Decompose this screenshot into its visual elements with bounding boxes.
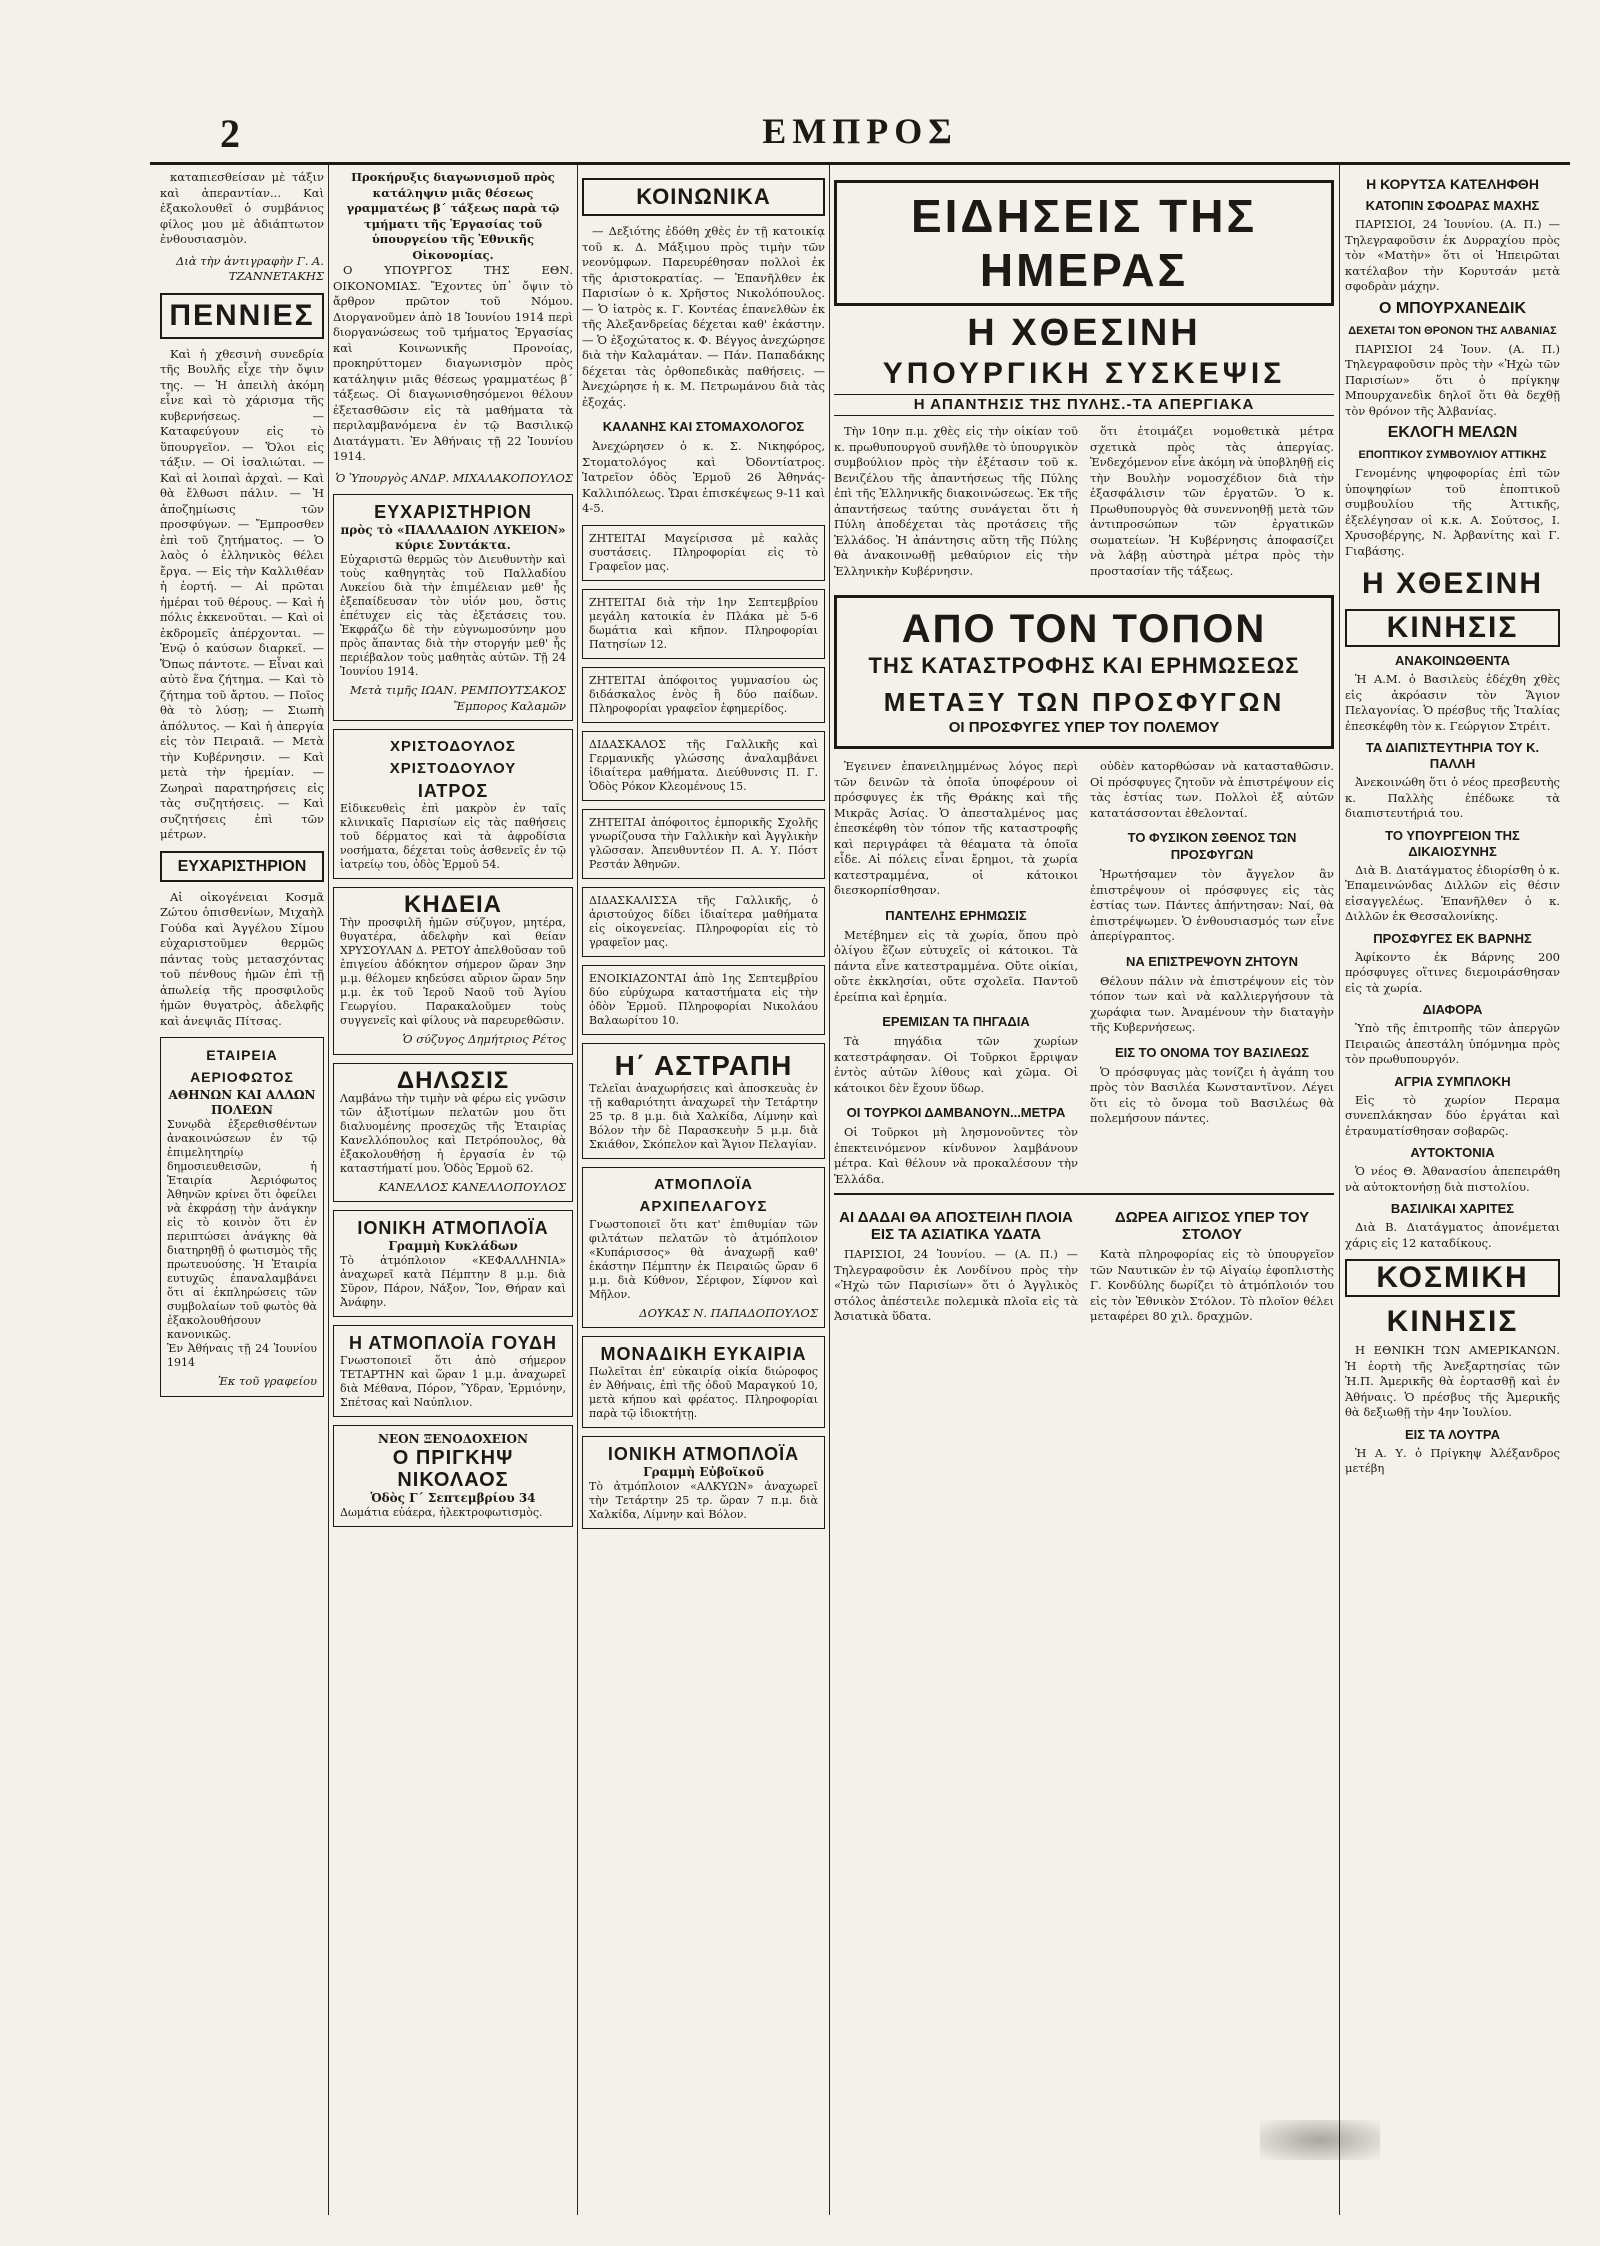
contest-text: Ο ΥΠΟΥΡΓΟΣ ΤΗΣ ΕΘΝ. ΟΙΚΟΝΟΜΙΑΣ. Ἔχοντες ὑπ᾽ ὄψιν τὸ ἄρθρον πρῶτον τοῦ Νόμου. Διοργανοῦμεν ἀπὸ 18 Ἰουνίου 1914 περὶ διοργανώσεως τοῦ τμήματος Ἐργασίας καὶ Κοινωνικῆς Προνοίας, προκηρύττομεν διαγωνισμὸν πρὸς κατάληψιν μιᾶς θέσεως γραμματέως β΄ τάξεως. Οἱ διαγωνισθησόμενοι θέλουν ἐξετασθῶσιν εἰς τὰ μαθήματα τὰ περιλαμβανόμενα ἐν τῷ Βασιλικῷ Διατάγματι. Ἐν Ἀθήναις τῇ 22 Ἰουνίου 1914.	[333, 263, 573, 463]
ionian-head: ΙΟΝΙΚΗ ΑΤΜΟΠΛΟΪΑ	[607, 1444, 800, 1464]
pennies-text: Καὶ ἡ χθεσινὴ συνεδρία τῆς Βουλῆς εἶχε τὴν ὄψιν της. — Ἡ ἀπειλὴ ἀκόμη εἶνε καὶ τὸ χάρισμα τῆς κυβερνήσεως. — Καταφεύγουν εἰς τὸ ὕπουργεῖον. — Ὅλοι εἰς τάξιν. — Οἱ ἰσαλιώται. — Καὶ αἱ λοιπαὶ ἀρχαὶ. — Καὶ θὰ ἔλθωσι πάλιν. — Ἡ ἀποζημίωσις τῶν προσφύγων. — Ἔμπροσθεν ἐπὶ τοῦ ζητήματος. — Ὁ λαὸς ὁ ἐλληνικὸς θέλει ἔργα. — Εἰς τὴν Καλλιθέαν ἡ ἑορτή. — Αἱ πρῶται ἡμέραι τοῦ θέρους. — Καὶ ἡ πόλις ἐκκενοῦται. — Καὶ οἱ ἐκδρομεῖς ἀπέρχονται. — Ἐνῷ ὁ καύσων διαρκεῖ. — Ὅπως πάντοτε. — Εἶναι καὶ αὐτὸ ἕνα ζήτημα. — Καὶ τὸ ζήτημα τοῦ ἄρτου. — Ποῖος θὰ τὸ λύσῃ; — Σιωπὴ ἀπόλυτος. — Καὶ ἡ ἀπεργία εἰς τὸν Πειραιᾶ. — Μετὰ τὴν Κυβέρνησιν. — Καὶ μετὰ τὴν ἡρεμίαν. — Ζωηραὶ παρατηρήσεις εἰς τὰς συζητήσεις. — Καὶ συζητήσεις ἐπὶ τῶν μέτρων.	[160, 346, 324, 841]
astrapi-text: Τελεῖαι ἀναχωρήσεις καὶ ἀποσκευὰς ἐν τῇ καθαριότητι ἀναχωρεῖ τὴν Τετάρτην 25 τρ. 8 μ.μ. διὰ Χαλκίδα, Λίμνην καὶ Βόλον τὴν δὲ Παρασκευὴν 5 μ.μ. διὰ Σκιάθον, Σκόπελον καὶ Ἅγιον Πελαγίαν.	[589, 1081, 818, 1151]
wanted-text-3: ΖΗΤΕΙΤΑΙ ἀπόφοιτος γυμνασίου ὡς διδάσκαλος ἑνὸς ἢ δύο παίδων. Πληροφορίαι γραφεῖον ἐφημερίδος.	[589, 673, 818, 715]
teacher-text-2: ΔΙΔΑΣΚΑΛΙΣΣΑ τῆς Γαλλικῆς, ὁ ἀριστούχος δίδει ἰδιαίτερα μαθήματα εἰς οἰκογενείας. Πληροφορίαι εἰς τὸ γραφεῖον μας.	[589, 893, 818, 949]
column-rule	[328, 165, 329, 2215]
thanks-ad	[333, 494, 573, 721]
notice-text: Λαμβάνω τὴν τιμὴν νὰ φέρω εἰς γνῶσιν τῶν ἀξιοτίμων πελατῶν μου ὅτι διαλυομένης προσεχῶς τῆς Ἑταιρίας Κανελλόπουλος καὶ Πετρόπουλος, θὰ ἐξακολουθήσῃ ἡ ἐργασία ἐν τῷ καταστήματί μου. Ὁδὸς Ἑρμοῦ 62.	[340, 1091, 566, 1175]
royal-sub: ΒΑΣΙΛΙΚΑΙ ΧΑΡΙΤΕΣ	[1390, 1201, 1515, 1216]
ionian-text: Τὸ ἀτμόπλοιον «ΑΛΚΥΩΝ» ἀναχωρεῖ τὴν Τετάρτην 25 τρ. ὥραν 7 π.μ. διὰ Χαλκίδα, Λίμνην καὶ Βόλον.	[589, 1480, 818, 1521]
feature-title-1: ΑΠΟ ΤΟΝ ΤΟΠΟΝ	[901, 607, 1267, 651]
hotel-sub: Ὁδὸς Γ΄ Σεπτεμβρίου 34	[370, 1491, 536, 1505]
feature-title-3: ΜΕΤΑΞΥ ΤΩΝ ΠΡΟΣΦΥΓΩΝ	[883, 687, 1285, 717]
refugee-feature-head	[834, 595, 1334, 749]
thanks-ad-head: ΕΥΧΑΡΙΣΤΗΡΙΟΝ	[374, 502, 532, 522]
gas-company-text: Συνῳδὰ ἐξερεθισθέντων ἀνακοινώσεων ἐν τῷ ἐπιμελητηρίῳ δημοσιευθεισῶν, ἡ Ἑταιρία Ἀεριόφωτος Ἀθηνῶν κρίνει ὅτι ὁφείλει νὰ ἐκφράσῃ τὴν ἀνάγκην εἰς τὸ κοινὸν ὅτι ἐν περιπτώσει ἀνάγκης θὰ διατηρηθῇ ὁ φωτισμὸς τῆς πρωτευούσης. Ἡ Ἑταιρία ευτυχῶς ἐπαναλαμβάνει ὅτι αἱ ἐκπληρώσεις τῶν συμβολαίων τοῦ φωτὸς θὰ ἐξακολουθήσουν κανονικῶς.	[167, 1118, 317, 1341]
thanks-ad-sub: πρὸς τὸ «ΠΑΛΛΑΔΙΟΝ ΛΥΚΕΙΟΝ» κύριε Συντάκτα.	[340, 523, 566, 552]
election-sub: ΕΠΟΠΤΙΚΟΥ ΣΥΜΒΟΥΛΙΟΥ ΑΤΤΙΚΗΣ	[1358, 449, 1547, 461]
ink-smudge	[1260, 2120, 1380, 2160]
bottom-right-head: ΔΩΡΕΑ ΑΙΓΙΣΟΣ ΥΠΕΡ ΤΟΥ ΣΤΟΛΟΥ	[1114, 1209, 1310, 1243]
thanks-ad-text: Εὐχαριστῶ θερμῶς τὸν Διευθυντὴν καὶ τοὺς καθηγητὰς τοῦ Παλλαδίου Λυκείου διὰ τὴν ἐπιμέλειαν μεθ' ἧς ἐξεπαίδευσαν τὸν υἱόν μου, ὅστις ἐπέτυχεν εἰς τὰς ἐξετάσεις του. Ἐκφράζω δὲ τὴν εὐγνωμοσύνην μου πρὸς ἅπαντας διὰ τὴν στοργήν μεθ' ἧς περιέβαλον τοὺς μαθητὰς αὐτῶν. Τῇ 24 Ἰουνίου 1914.	[340, 553, 566, 678]
column-rule	[1339, 165, 1340, 2215]
gas-company-date: Ἐν Ἀθήναις τῇ 24 Ἰουνίου 1914	[167, 1342, 317, 1369]
hotel-text: Δωμάτια εὐάερα, ἠλεκτροφωτισμὸς.	[340, 1506, 543, 1519]
justice-sub: ΤΟ ΥΠΟΥΡΓΕΙΟΝ ΤΗΣ ΔΙΚΑΙΟΣΥΝΗΣ	[1385, 827, 1520, 859]
masthead	[150, 110, 1570, 165]
society-head: ΚΟΣΜΙΚΗ	[1345, 1259, 1560, 1297]
subhead-6: ΟΙ ΤΟΥΡΚΟΙ ΔΑΜΒΑΝΟΥΝ...ΜΕΤΡΑ	[846, 1105, 1066, 1120]
column-rule	[829, 165, 830, 2215]
bottom-news	[834, 1193, 1334, 1331]
suicide-text: Ὁ νέος Θ. Ἀθανασίου ἀπεπειράθη νὰ αὐτοκτονήσῃ διὰ πιστολίου.	[1345, 1164, 1560, 1194]
hotel-head: Ο ΠΡΙΓΚΗΨ ΝΙΚΟΛΑΟΣ	[392, 1447, 514, 1491]
column-5	[1345, 170, 1560, 2210]
movements-head: ΚΙΝΗΣΙΣ	[1345, 609, 1560, 647]
fight-text: Εἰς τὸ χωρίον Περαμα συνεπλάκησαν δύο ἐργάται καὶ ἐτραυματίσθησαν σοβαρῶς.	[1345, 1092, 1560, 1138]
varna-text: Ἀφίκοντο ἐκ Βάρνης 200 πρόσφυγες οἵτινες διεμοιράσθησαν εἰς τὰ χωρία.	[1345, 949, 1560, 995]
subhead-1-text: Μετέβημεν εἰς τὰ χωρία, ὅπου πρὸ ὀλίγου ἔζων εὐτυχεῖς οἱ κάτοικοι. Τὰ πάντα εἶνε κατεστραμμένα. Οὔτε οἰκίαι, οὔτε ἐκκλησίαι, οὔτε σχολεῖα. Παντοῦ ἐρείπια καὶ ἐρημία.	[834, 927, 1078, 1004]
announce-sub: ΑΝΑΚΟΙΝΩΘΕΝΤΑ	[1394, 653, 1511, 668]
news-banner: ΕΙΔΗΣΕΙΣ ΤΗΣ ΗΜΕΡΑΣ	[834, 180, 1334, 306]
intro-text: καταπιεσθείσαν μὲ τάξιν καὶ ἀπεραντίαν... Καὶ ἐξακολουθεῖ ὁ συμβάνιος φίλος μου μὲ ἀδιάπτωτον ἐνθουσιασμὸν.	[160, 170, 324, 246]
headline-1: Η ΧΘΕΣΙΝΗ	[967, 312, 1201, 354]
wanted-ad-2	[582, 589, 825, 659]
unique-ad	[582, 1336, 825, 1428]
shipping-text: Τὸ ἀτμόπλοιον «ΚΕΦΑΛΛΗΝΙΑ» ἀναχωρεῖ κατὰ Πέμπτην 8 μ.μ. διὰ Σῦρον, Πάρον, Νάξον, Ἴον, Θήραν καὶ Ἀνάφην.	[340, 1254, 566, 1309]
gas-company-sub: ΑΘΗΝΩΝ ΚΑΙ ΑΛΛΩΝ ΠΟΛΕΩΝ	[168, 1088, 316, 1117]
notice-ad	[333, 1063, 573, 1203]
cabinet-article	[834, 424, 1334, 585]
goudi-ad	[333, 1325, 573, 1417]
archipelago-ad	[582, 1167, 825, 1329]
contest-title: Προκήρυξις διαγωνισμοῦ πρὸς κατάληψιν μιᾶς θέσεως γραμματέως β΄ τάξεως παρὰ τῷ τμήματι τῆς Ἐργασίας τοῦ ὑπουργείου τῆς Ἐθνικῆς Οἰκονομίας.	[346, 170, 560, 262]
credentials-sub: ΤΑ ΔΙΑΠΙΣΤΕΥΤΗΡΙΑ ΤΟΥ Κ. ΠΑΛΛΗ	[1365, 740, 1540, 771]
intro-signature: Διὰ τὴν ἀντιγραφὴν Γ. Α. ΤΖΑΝΝΕΤΑΚΗΣ	[175, 253, 324, 283]
notice-head: ΔΗΛΩΣΙΣ	[396, 1066, 510, 1094]
archipelago-sign: ΔΟΥΚΑΣ Ν. ΠΑΠΑΔΟΠΟΥΛΟΣ	[639, 1305, 818, 1320]
subhead-3: ΝΑ ΕΠΙΣΤΡΕΨΟΥΝ ΖΗΤΟΥΝ	[1126, 953, 1298, 969]
election-text: Γενομένης ψηφοφορίας ἐπὶ τῶν ὑποψηφίων τοῦ ἐποπτικοῦ συμβουλίου τῆς Ἀττικῆς, ἐξελέγησαν οἱ κ.κ. Α. Σούτσος, Ι. Χρυσοβέργης, Ν. Ἀρβανίτης καὶ Γ. Γιαβάσης.	[1345, 466, 1560, 558]
archipelago-head: ΑΤΜΟΠΛΟΪΑ ΑΡΧΙΠΕΛΑΓΟΥΣ	[639, 1175, 768, 1215]
column-4	[834, 170, 1334, 2210]
bottom-left-text: ΠΑΡΙΣΙΟΙ, 24 Ἰουνίου. — (Α. Π.) — Τηλεγραφοῦσιν ἐκ Λονδίνου πρὸς τὴν «Ἠχὼ τῶν Παρισίων» ὅτι ὁ Ἀγγλικὸς στόλος ἀπέστειλε πολεμικὰ πλοῖα εἰς τὰ Ἀσιατικὰ ὕδατα.	[834, 1247, 1078, 1323]
doctor-sub: ΙΑΤΡΟΣ	[417, 781, 489, 801]
thanks-title: ΕΥΧΑΡΙΣΤΗΡΙΟΝ	[160, 851, 324, 882]
dentist-text: Ἀνεχώρησεν ὁ κ. Σ. Νικηφόρος, Στοματολόγος καὶ Ὀδοντίατρος. Ἰατρεῖον ὁδὸς Ἑρμοῦ 26 Ἀθηνάς-Καλλιπόλεως. Ὥραι ἐπισκέψεως 9-11 καὶ 4-5.	[582, 439, 825, 515]
rent-text: ΕΝΟΙΚΙΑΖΟΝΤΑΙ ἀπὸ 1ης Σεπτεμβρίου δύο εὐρύχωρα καταστήματα εἰς τὴν ὁδὸν Ἑρμοῦ. Πληροφορίαι Νικολάου Βαλαωρίτου 10.	[589, 971, 818, 1027]
prince-head: Ο ΜΠΟΥΡΧΑΝΕΔΙΚ	[1378, 299, 1527, 317]
headline-3: Η ΑΠΑΝΤΗΣΙΣ ΤΗΣ ΠΥΛΗΣ.-ΤΑ ΑΠΕΡΓΙΑΚΑ	[834, 394, 1334, 416]
korytsa-sub: ΚΑΤΟΠΙΝ ΣΦΟΔΡΑΣ ΜΑΧΗΣ	[1365, 198, 1540, 213]
suicide-sub: ΑΥΤΟΚΤΟΝΙΑ	[1410, 1145, 1495, 1160]
korytsa-head: Η ΚΟΡΥΤΣΑ ΚΑΤΕΛΗΦΘΗ	[1366, 176, 1539, 192]
pennies-title: ΠΕΝΝΙΕΣ	[160, 293, 324, 339]
korytsa-text: ΠΑΡΙΣΙΟΙ, 24 Ἰουνίου. (Α. Π.) — Τηλεγραφοῦσιν ἐκ Δυρραχίου πρὸς τὸν «Ματὴν» ὅτι οἱ Ἠπειρῶται κατέλαβον τὴν Κορυτσάν μετὰ σφοδρὰν μάχην.	[1345, 217, 1560, 293]
bottom-left-head: ΑΙ ΔΑΔΑΙ ΘΑ ΑΠΟΣΤΕΙΛΗ ΠΛΟΙΑ ΕΙΣ ΤΑ ΑΣΙΑΤΙΚΑ ΥΔΑΤΑ	[839, 1209, 1073, 1243]
fight-sub: ΑΓΡΙΑ ΣΥΜΠΛΟΚΗ	[1394, 1073, 1511, 1089]
social-title: ΚΟΙΝΩΝΙΚΑ	[582, 178, 825, 216]
archipelago-text: Γνωστοποιεῖ ὅτι κατ' ἐπιθυμίαν τῶν φιλτάτων πελατῶν τὸ ἀτμόπλοιον «Κυπάρισσος» θὰ ἀναχωρῇ καθ' ἑκάστην Πέμπτην ἐκ Πειραιῶς ὥραν 6 μ.μ. διὰ Κύθνον, Σέριφον, Σίφνον καὶ Μῆλον.	[589, 1217, 818, 1301]
shipping-sub: Γραμμὴ Κυκλάδων	[388, 1239, 518, 1253]
wanted-text-2: ΖΗΤΕΙΤΑΙ διὰ τὴν 1ην Σεπτεμβρίου μεγάλη κατοικία ἐν Πλάκα μὲ 5-6 δωμάτια καὶ κῆπον. Πληροφορίαι Πατησίων 12.	[589, 595, 818, 651]
thanks-ad-sign: Μετὰ τιμῆς ΙΩΑΝ. ΡΕΜΠΟΥΤΣΑΚΟΣ Ἔμπορος Καλαμῶν	[349, 683, 566, 713]
social-text: — Δεξιότης ἐδόθη χθὲς ἐν τῇ κατοικίᾳ τοῦ κ. Δ. Μάξιμου πρὸς τιμὴν τῶν νεονύμφων. Παρευρέθησαν πολλοὶ ἐκ τῆς ἀριστοκρατίας. — Ἐπανῆλθεν ἐκ Παρισίων ὁ κ. Χρῆστος Νικολόπουλος. — Ὁ ἰατρὸς κ. Γ. Κοντέας ἐπανελθὼν ἐκ τῆς Ἀλεξανδρείας δέχεται καθ' ἑκάστην. — Ὁ ἐξοχώτατος κ. Φ. Βέγγος ἀνεχώρησε διὰ τὴν Καλαμάταν. — Πάν. Παπαδάκης δέχεται τὰς ὀρθοπεδικὰς παθήσεις. — Ἀνεχώρησε ἡ κ. Μ. Πετρωμάνου διὰ τὰς ἐξοχάς.	[582, 224, 825, 409]
subhead-1: ΠΑΝΤΕΛΗΣ ΕΡΗΜΩΣΙΣ	[885, 907, 1027, 923]
goudi-head: Η ΑΤΜΟΠΛΟΪΑ ΓΟΥΔΗ	[349, 1333, 557, 1353]
subhead-6-text: Οἱ Τοῦρκοι μὴ λησμονοῦντες τὸν ἐπεκτεινόμενον κίνδυνον λαμβάνουν μέτρα. Καὶ θέλουν νὰ προκαλέσουν τὴν Ἑλλάδα.	[834, 1125, 1078, 1186]
page-number: 2	[220, 111, 240, 156]
teacher-ad	[582, 731, 825, 801]
announce-text: Ἡ Α.Μ. ὁ Βασιλεὺς ἐδέχθη χθὲς εἰς ἀκρόασιν τὸν Ἅγιον Πελαγονίας. Ὁ πρέσβυς τῆς Ἰταλίας ἐπεσκέφθη τὸν κ. Γεώργιον Στρέιτ.	[1345, 672, 1560, 733]
refugee-article	[834, 759, 1334, 1193]
goudi-text: Γνωστοποιεῖ ὅτι ἀπὸ σήμερον ΤΕΤΑΡΤΗΝ καὶ ὥραν 1 μ.μ. ἀναχωρεῖ διὰ Μέθανα, Πόρον, Ὕδραν, Ἑρμιόνην, Σπέτσας καὶ Ναύπλιον.	[340, 1354, 566, 1409]
feature-title-2: ΤΗΣ ΚΑΤΑΣΤΡΟΦΗΣ ΚΑΙ ΕΡΗΜΩΣΕΩΣ	[868, 653, 1300, 678]
doctor-head: ΧΡΙΣΤΟΔΟΥΛΟΣ ΧΡΙΣΤΟΔΟΥΛΟΥ	[389, 738, 517, 777]
wanted-text-1: ΖΗΤΕΙΤΑΙ Μαγείρισσα μὲ καλὰς συστάσεις. Πληροφορίαι εἰς τὸ Γραφεῖον μας.	[589, 531, 818, 573]
notice-sign: ΚΑΝΕΛΛΟΣ ΚΑΝΕΛΛΟΠΟΥΛΟΣ	[378, 1179, 566, 1194]
election-head: ΕΚΛΟΓΗ ΜΕΛΩΝ	[1387, 424, 1518, 441]
shipping-ad	[333, 1210, 573, 1317]
wanted-text-4: ΖΗΤΕΙΤΑΙ ἀπόφοιτος ἐμπορικῆς Σχολῆς γνωρίζουσα τὴν Γαλλικὴν καὶ Ἀγγλικὴν γλῶσσαν. Ἀπευθυντέον Π. Α. Υ. Πόστ Ρεστάν Ἀθηνῶν.	[589, 815, 818, 871]
wanted-ad-1	[582, 525, 825, 581]
astrapi-ad	[582, 1043, 825, 1159]
gas-company-sign: Ἐκ τοῦ γραφείου	[218, 1374, 317, 1388]
thanks-text: Αἱ οἰκογένειαι Κοσμᾶ Ζώτου ὁπισθενίων, Μιχαὴλ Γούδα καὶ Ἀγγέλου Σίμου εὐχαριστοῦμεν θερμῶς πάντας τοὺς μετασχόντας τοῦ πένθους ἡμῶν ἐπὶ τῇ ἀπωλείᾳ τῆς προσφιλοῦς ἡμῶν θυγατρὸς, ἀδελφῆς καὶ ἀνεψιᾶς Πίτσας.	[160, 889, 324, 1028]
society-text: Η ΕΘΝΙΚΗ ΤΩΝ ΑΜΕΡΙΚΑΝΩΝ. Ἡ ἑορτὴ τῆς Ἀνεξαρτησίας τῶν Ἡ.Π. Ἀμερικῆς θὰ ἑορτασθῇ καὶ ἐν Ἀθήναις. Ὁ πρέσβυς τῆς Ἀμερικῆς θὰ δεξιωθῇ τὴν 4ην Ἰουλίου.	[1345, 1343, 1560, 1419]
dentist-head: ΚΑΛΑΝΗΣ ΚΑΙ ΣΤΟΜΑΧΟΛΟΓΟΣ	[602, 419, 805, 434]
gas-company-head: ΕΤΑΙΡΕΙΑ ΑΕΡΙΟΦΩΤΟΣ	[190, 1047, 294, 1085]
prince-sub: ΔΕΧΕΤΑΙ ΤΟΝ ΘΡΟΝΟΝ ΤΗΣ ΑΛΒΑΝΙΑΣ	[1348, 324, 1557, 337]
credentials-text: Ἀνεκοινώθη ὅτι ὁ νέος πρεσβευτὴς κ. Παλλὴς ἐπέδωκε τὰ διαπιστευτήριά του.	[1345, 775, 1560, 820]
subhead-4: ΕΡΕΜΙΣΑΝ ΤΑ ΠΗΓΑΔΙΑ	[882, 1014, 1030, 1029]
funeral-sign: Ὁ σύζυγος Δημήτριος Ρέτος	[402, 1032, 566, 1046]
prince-text: ΠΑΡΙΣΙΟΙ 24 Ἰουν. (Α. Π.) Τηλεγραφοῦσιν πρὸς τὴν «Ἠχὼ τῶν Παρισίων» ὅτι ὁ πρίγκηψ Μπουρχανεδὶκ δηλοῖ ὅτι θὰ δεχθῇ τὸν θρόνον τῆς Ἀλβανίας.	[1345, 341, 1560, 418]
subhead-5-text: Ὁ πρόσφυγας μὰς τονίζει ἡ ἀγάπη του πρὸς τὸν Βασιλέα Κωνσταντῖνον. Λέγει ὅτι εἰς τὸ ὄνομα τοῦ Βασιλέως θὰ πολεμήσουν πάντες.	[1090, 1064, 1334, 1125]
wanted-ad-4	[582, 809, 825, 879]
teacher-text: ΔΙΔΑΣΚΑΛΟΣ τῆς Γαλλικῆς καὶ Γερμανικῆς γλώσσης ἀναλαμβάνει ἰδιαίτερα μαθήματα. Διεύθυνσις Π. Γ. Ὁδὸς Ρόκον Κλεομένους 15.	[589, 737, 818, 793]
gas-company-ad	[160, 1037, 324, 1397]
column-1	[160, 170, 324, 2210]
misc-text: Ὑπὸ τῆς ἐπιτροπῆς τῶν ἀπεργῶν Πειραιῶς ἀπεστάλη ὑπόμνημα πρὸς τὸν πρωθυπουργόν.	[1345, 1021, 1560, 1066]
unique-text: Πωλεῖται ἐπ' εὐκαιρίᾳ οἰκία διώροφος ἐν Ἀθήναις, ἐπὶ τῆς ὁδοῦ Μαραγκού 10, μετὰ κήπου καὶ φρέατος. Πληροφορίαι παρὰ τῷ ἰδιοκτήτῃ.	[589, 1365, 818, 1420]
column-2	[333, 170, 573, 2210]
shipping-head: ΙΟΝΙΚΗ ΑΤΜΟΠΛΟΪΑ	[357, 1218, 549, 1238]
wanted-ad-3	[582, 667, 825, 723]
subhead-3-text: Θέλουν πάλιν νὰ ἐπιστρέψουν εἰς τὸν τόπον των καὶ νὰ καλλιεργήσουν τὰ χωράφια των. Ἀναμένουν τὴν διαταγὴν τῆς Κυβερνήσεως.	[1090, 973, 1334, 1034]
society-sub: ΚΙΝΗΣΙΣ	[1386, 1305, 1519, 1338]
contest-sign: Ὁ Ὑπουργὸς ΑΝΔΡ. ΜΙΧΑΛΑΚΟΠΟΥΛΟΣ	[335, 470, 573, 485]
baths-text: Ἡ Α. Υ. ὁ Πρίγκηψ Ἀλέξανδρος μετέβη	[1345, 1445, 1560, 1475]
subhead-2: ΤΟ ΦΥΣΙΚΟΝ ΣΘΕΝΟΣ ΤΩΝ ΠΡΟΣΦΥΓΩΝ	[1127, 830, 1297, 862]
headline-2: ΥΠΟΥΡΓΙΚΗ ΣΥΣΚΕΨΙΣ	[882, 357, 1286, 390]
doctor-ad	[333, 729, 573, 879]
baths-sub: ΕΙΣ ΤΑ ΛΟΥΤΡΑ	[1405, 1426, 1500, 1442]
teacher-ad-2	[582, 887, 825, 957]
varna-sub: ΠΡΟΣΦΥΓΕΣ ΕΚ ΒΑΡΝΗΣ	[1373, 930, 1532, 946]
subhead-5: ΕΙΣ ΤΟ ΟΝΟΜΑ ΤΟΥ ΒΑΣΙΛΕΩΣ	[1114, 1044, 1310, 1060]
paper-name: ΕΜΠΡΟΣ	[762, 111, 958, 151]
column-rule	[577, 165, 578, 2215]
column-3	[582, 170, 825, 2210]
bottom-right-text: Κατὰ πληροφορίας εἰς τὸ ὑπουργεῖον τῶν Ναυτικῶν ἐν τῷ Αἰγαίῳ ἐφοπλιστὴς Γ. Κονδύλης δωρίζει τὸ ἀτμόπλοιόν του εἰς τὸν Ἐθνικὸν Στόλον. Τὸ πλοῖον θέλει μεταφέρει 80 χιλ. δραχμῶν.	[1090, 1247, 1334, 1323]
yesterday-head: Η ΧΘΕΣΙΝΗ	[1361, 567, 1544, 600]
justice-text: Διὰ Β. Διατάγματος ἐδιορίσθη ὁ κ. Ἐπαμεινώνδας Διλλῶν εἰς θέσιν εἰσαγγελέως. Ἐπανῆλθεν ὁ κ. Διλλῶν ἐκ Θεσσαλονίκης.	[1345, 862, 1560, 923]
royal-text: Διὰ Β. Διατάγματος ἀπονέμεται χάρις εἰς 12 καταδίκους.	[1345, 1220, 1560, 1250]
astrapi-head: Η΄ ΑΣΤΡΑΠΗ	[614, 1049, 793, 1081]
subhead-4-text: Τὰ πηγάδια τῶν χωρίων κατεστράφησαν. Οἱ Τοῦρκοι ἔρριψαν ἐντὸς αὐτῶν λίθους καὶ χῶμα. Οἱ κάτοικοι δὲν ἔχουν ὕδωρ.	[834, 1034, 1078, 1095]
cabinet-left: Τὴν 10ην π.μ. χθὲς εἰς τὴν οἰκίαν τοῦ κ. πρωθυπουργοῦ συνῆλθε τὸ ὑπουργικὸν συμβούλιον πρὸς τὴν ἐξέτασιν τοῦ κ. Βενιζέλου τῆς ἀπαντήσεως τῆς Πύλης ἐπὶ τῆς Ἑλληνικῆς διακοινώσεως. Ἐκ τῆς ἀπαντήσεως ταύτης συνάγεται ὅτι ἡ Πύλη ἀποδέχεται τὰς προτάσεις τῆς Ἑλλάδος. Ἡ ἀπάντησις αὕτη τῆς Πύλης θὰ ἀνακοινωθῇ μεθαύριον εἰς τὴν Ἑλληνικὴν Κυβέρνησιν.	[834, 424, 1078, 578]
doctor-text: Εἰδικευθεὶς ἐπὶ μακρὸν ἐν ταῖς κλινικαῖς Παρισίων εἰς τὰς παθήσεις τοῦ δέρματος καὶ τὰ ἀφροδίσια νοσήματα, δέχεται τοὺς ἀσθενεῖς ἐν τῷ ἰατρείῳ του, ὁδὸς Ἑρμοῦ 54.	[340, 802, 566, 871]
funeral-ad	[333, 887, 573, 1055]
subhead-2-text: Ἠρωτήσαμεν τὸν ἄγγελον ἂν ἐπιστρέψουν οἱ πρόσφυγες εἰς τὰς ἑστίας των. Πάντες ἀπήντησαν: Ναί, θὰ ἐπιστρέψωμεν. Ὁ ἐνθουσιασμός των εἶνε ἀπερίγραπτος.	[1090, 867, 1334, 943]
cabinet-right: ὅτι ἐτοιμάζει νομοθετικὰ μέτρα σχετικὰ πρὸς τὰς ἀπεργίας. Ἐνδεχόμενον εἶνε ἀκόμη νὰ ὑποβληθῇ εἰς τὴν Βουλὴν νομοσχέδιον διὰ τὴν ἐξασφάλισιν τῶν ἐργατῶν. Ὁ κ. Πρωθυπουργὸς θὰ συνεννοηθῇ μετὰ τῶν ἀντιπροσώπων τῶν ἐργατικῶν σωματείων. Ἡ Κυβέρνησις ἀποφασίζει νὰ λάβῃ αὐστηρὰ μέτρα πρὸς τὴν προστασίαν τῆς τάξεως.	[1090, 424, 1334, 578]
ionian-sub: Γραμμὴ Εὐβοϊκοῦ	[643, 1465, 764, 1479]
hotel-small: ΝΕΟΝ ΞΕΝΟΔΟΧΕΙΟΝ	[378, 1432, 528, 1446]
hotel-ad	[333, 1425, 573, 1527]
ionian-ad	[582, 1436, 825, 1529]
feature-title-4: ΟΙ ΠΡΟΣΦΥΓΕΣ ΥΠΕΡ ΤΟΥ ΠΟΛΕΜΟΥ	[948, 719, 1220, 736]
funeral-head: ΚΗΔΕΙΑ	[404, 891, 502, 918]
unique-head: ΜΟΝΑΔΙΚΗ ΕΥΚΑΙΡΙΑ	[600, 1344, 807, 1364]
refugee-left: Ἐγεινεν ἐπανειλημμένως λόγος περὶ τῶν δεινῶν τὰ ὁποῖα ὑποφέρουν οἱ πρόσφυγες ἐκ τῆς Θράκης καὶ τῆς Μικρᾶς Ἀσίας. Ὁ ἀπεσταλμένος μας ἐπεσκέφθη τὸν τόπον τῆς καταστροφῆς καὶ περιγράφει τὰ θέαματα τὰ ὁποῖα εἶδε. Αἱ πόλεις εἶναι ἔρημοι, τὰ χωρία κατεστραμμένα, οἱ κάτοικοι διεσκορπίσθησαν.	[834, 759, 1078, 897]
misc-sub: ΔΙΑΦΟΡΑ	[1422, 1002, 1483, 1017]
funeral-text: Τὴν προσφιλῆ ἡμῶν σύζυγον, μητέρα, θυγατέρα, ἀδελφὴν καὶ θείαν ΧΡΥΣΟΥΛΑΝ Δ. ΡΕΤΟΥ ἀπελθοῦσαν τοῦ ἐπιγείου ἀδόκητον σήμερον ὥραν 3ην μ.μ. θέλομεν κηδεύσει αὔριον ὥραν 5ην μ.μ. ἐκ τοῦ Ἱεροῦ Ναοῦ τοῦ Ἁγίου Γεωργίου. Παρακαλοῦμεν τοὺς συγγενεῖς καὶ φίλους νὰ παρευρεθῶσιν.	[340, 916, 566, 1027]
refugee-right: οὐδὲν κατορθώσαν νὰ κατασταθῶσιν. Οἱ πρόσφυγες ζητοῦν νὰ ἐπιστρέψουν εἰς τὰς ἑστίας των. Πολλοὶ ἐξ αὐτῶν κατατάσσονται ἐθελονταί.	[1090, 759, 1334, 820]
rent-ad	[582, 965, 825, 1035]
